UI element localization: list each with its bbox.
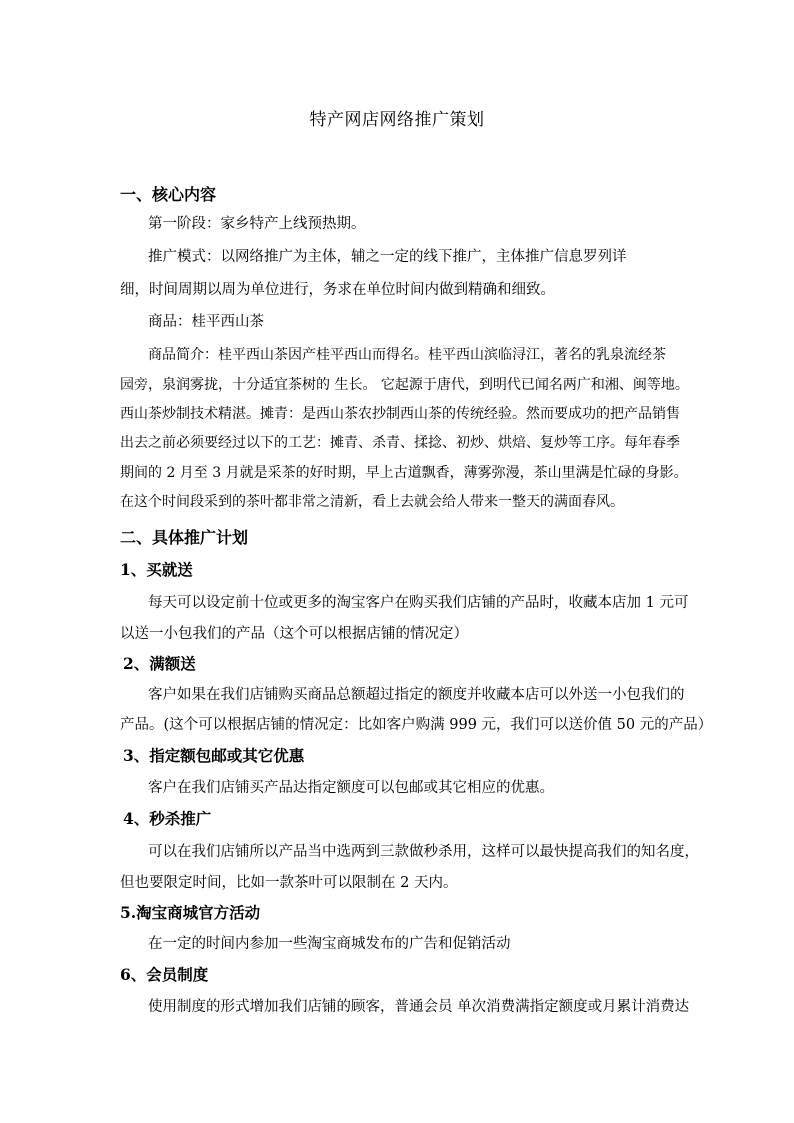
- intro-line: 出去之前必须要经过以下的工艺：摊青、杀青、揉捻、初炒、烘焙、复炒等工序。每年春季: [120, 435, 680, 451]
- plan-heading-membership: 6、会员制度: [120, 965, 209, 984]
- plan-text: 但也要限定时间，比如一款茶叶可以限制在 2 天内。: [120, 875, 458, 891]
- intro-line: 商品简介：桂平西山茶因产桂平西山而得名。桂平西山滨临浔江，著名的乳泉流经茶: [148, 347, 666, 363]
- intro-line: 在这个时间段采到的茶叶都非常之清新，看上去就会给人带来一整天的满面春风。: [120, 494, 624, 510]
- plan-text: 在一定的时间内参加一些淘宝商城发布的广告和促销活动: [148, 936, 511, 952]
- plan-heading-flash-sale: 4、秒杀推广: [123, 809, 212, 828]
- intro-line: 期间的 2 月至 3 月就是采茶的好时期，早上古道飘香，薄雾弥漫，茶山里满是忙碌的身影。: [120, 465, 688, 481]
- plan-text: 产品。(这个可以根据店铺的情况定：比如客户购满 999 元，我们可以送价值 50 元的产品）: [120, 717, 713, 733]
- section-heading-plan: 二、具体推广计划: [120, 528, 249, 547]
- product-text: 商品：桂平西山茶: [148, 314, 264, 330]
- intro-line: 西山茶炒制技术精湛。摊青：是西山茶农抄制西山茶的传统经验。然而要成功的把产品销售: [120, 406, 680, 422]
- plan-heading-free-shipping: 3、指定额包邮或其它优惠: [123, 746, 305, 765]
- plan-text: 客户在我们店铺买产品达指定额度可以包邮或其它相应的优惠。: [148, 780, 554, 796]
- plan-text: 可以在我们店铺所以产品当中选两到三款做秒杀用，这样可以最快提高我们的知名度，: [148, 844, 699, 860]
- plan-text: 使用制度的形式增加我们店铺的顾客，普通会员 单次消费满指定额度或月累计消费达: [148, 999, 690, 1015]
- stage-text: 第一阶段：家乡特产上线预热期。: [148, 216, 366, 232]
- plan-text: 客户如果在我们店铺购买商品总额超过指定的额度并收藏本店可以外送一小包我们的: [148, 687, 685, 703]
- promo-mode-line-1: 推广模式：以网络推广为主体，辅之一定的线下推广，主体推广信息罗列详: [148, 249, 627, 265]
- plan-heading-full-gift: 2、满额送: [123, 654, 196, 673]
- intro-line: 园旁，泉润雾拢，十分适宜茶树的 生长。 它起源于唐代，到明代已闻名两广和湘、闽等地。: [120, 377, 689, 393]
- plan-heading-tmall-events: 5.淘宝商城官方活动: [120, 903, 261, 922]
- promo-mode-line-2: 细，时间周期以周为单位进行，务求在单位时间内做到精确和细致。: [120, 282, 555, 298]
- plan-heading-buy-gift: 1、买就送: [120, 560, 193, 579]
- plan-text: 每天可以设定前十位或更多的淘宝客户在购买我们店铺的产品时，收藏本店加 1 元可: [148, 595, 689, 611]
- document-title: 特产网店网络推广策划: [309, 110, 485, 130]
- section-heading-core: 一、核心内容: [120, 185, 217, 204]
- plan-text: 以送一小包我们的产品（这个可以根据店铺的情况定）: [120, 626, 468, 642]
